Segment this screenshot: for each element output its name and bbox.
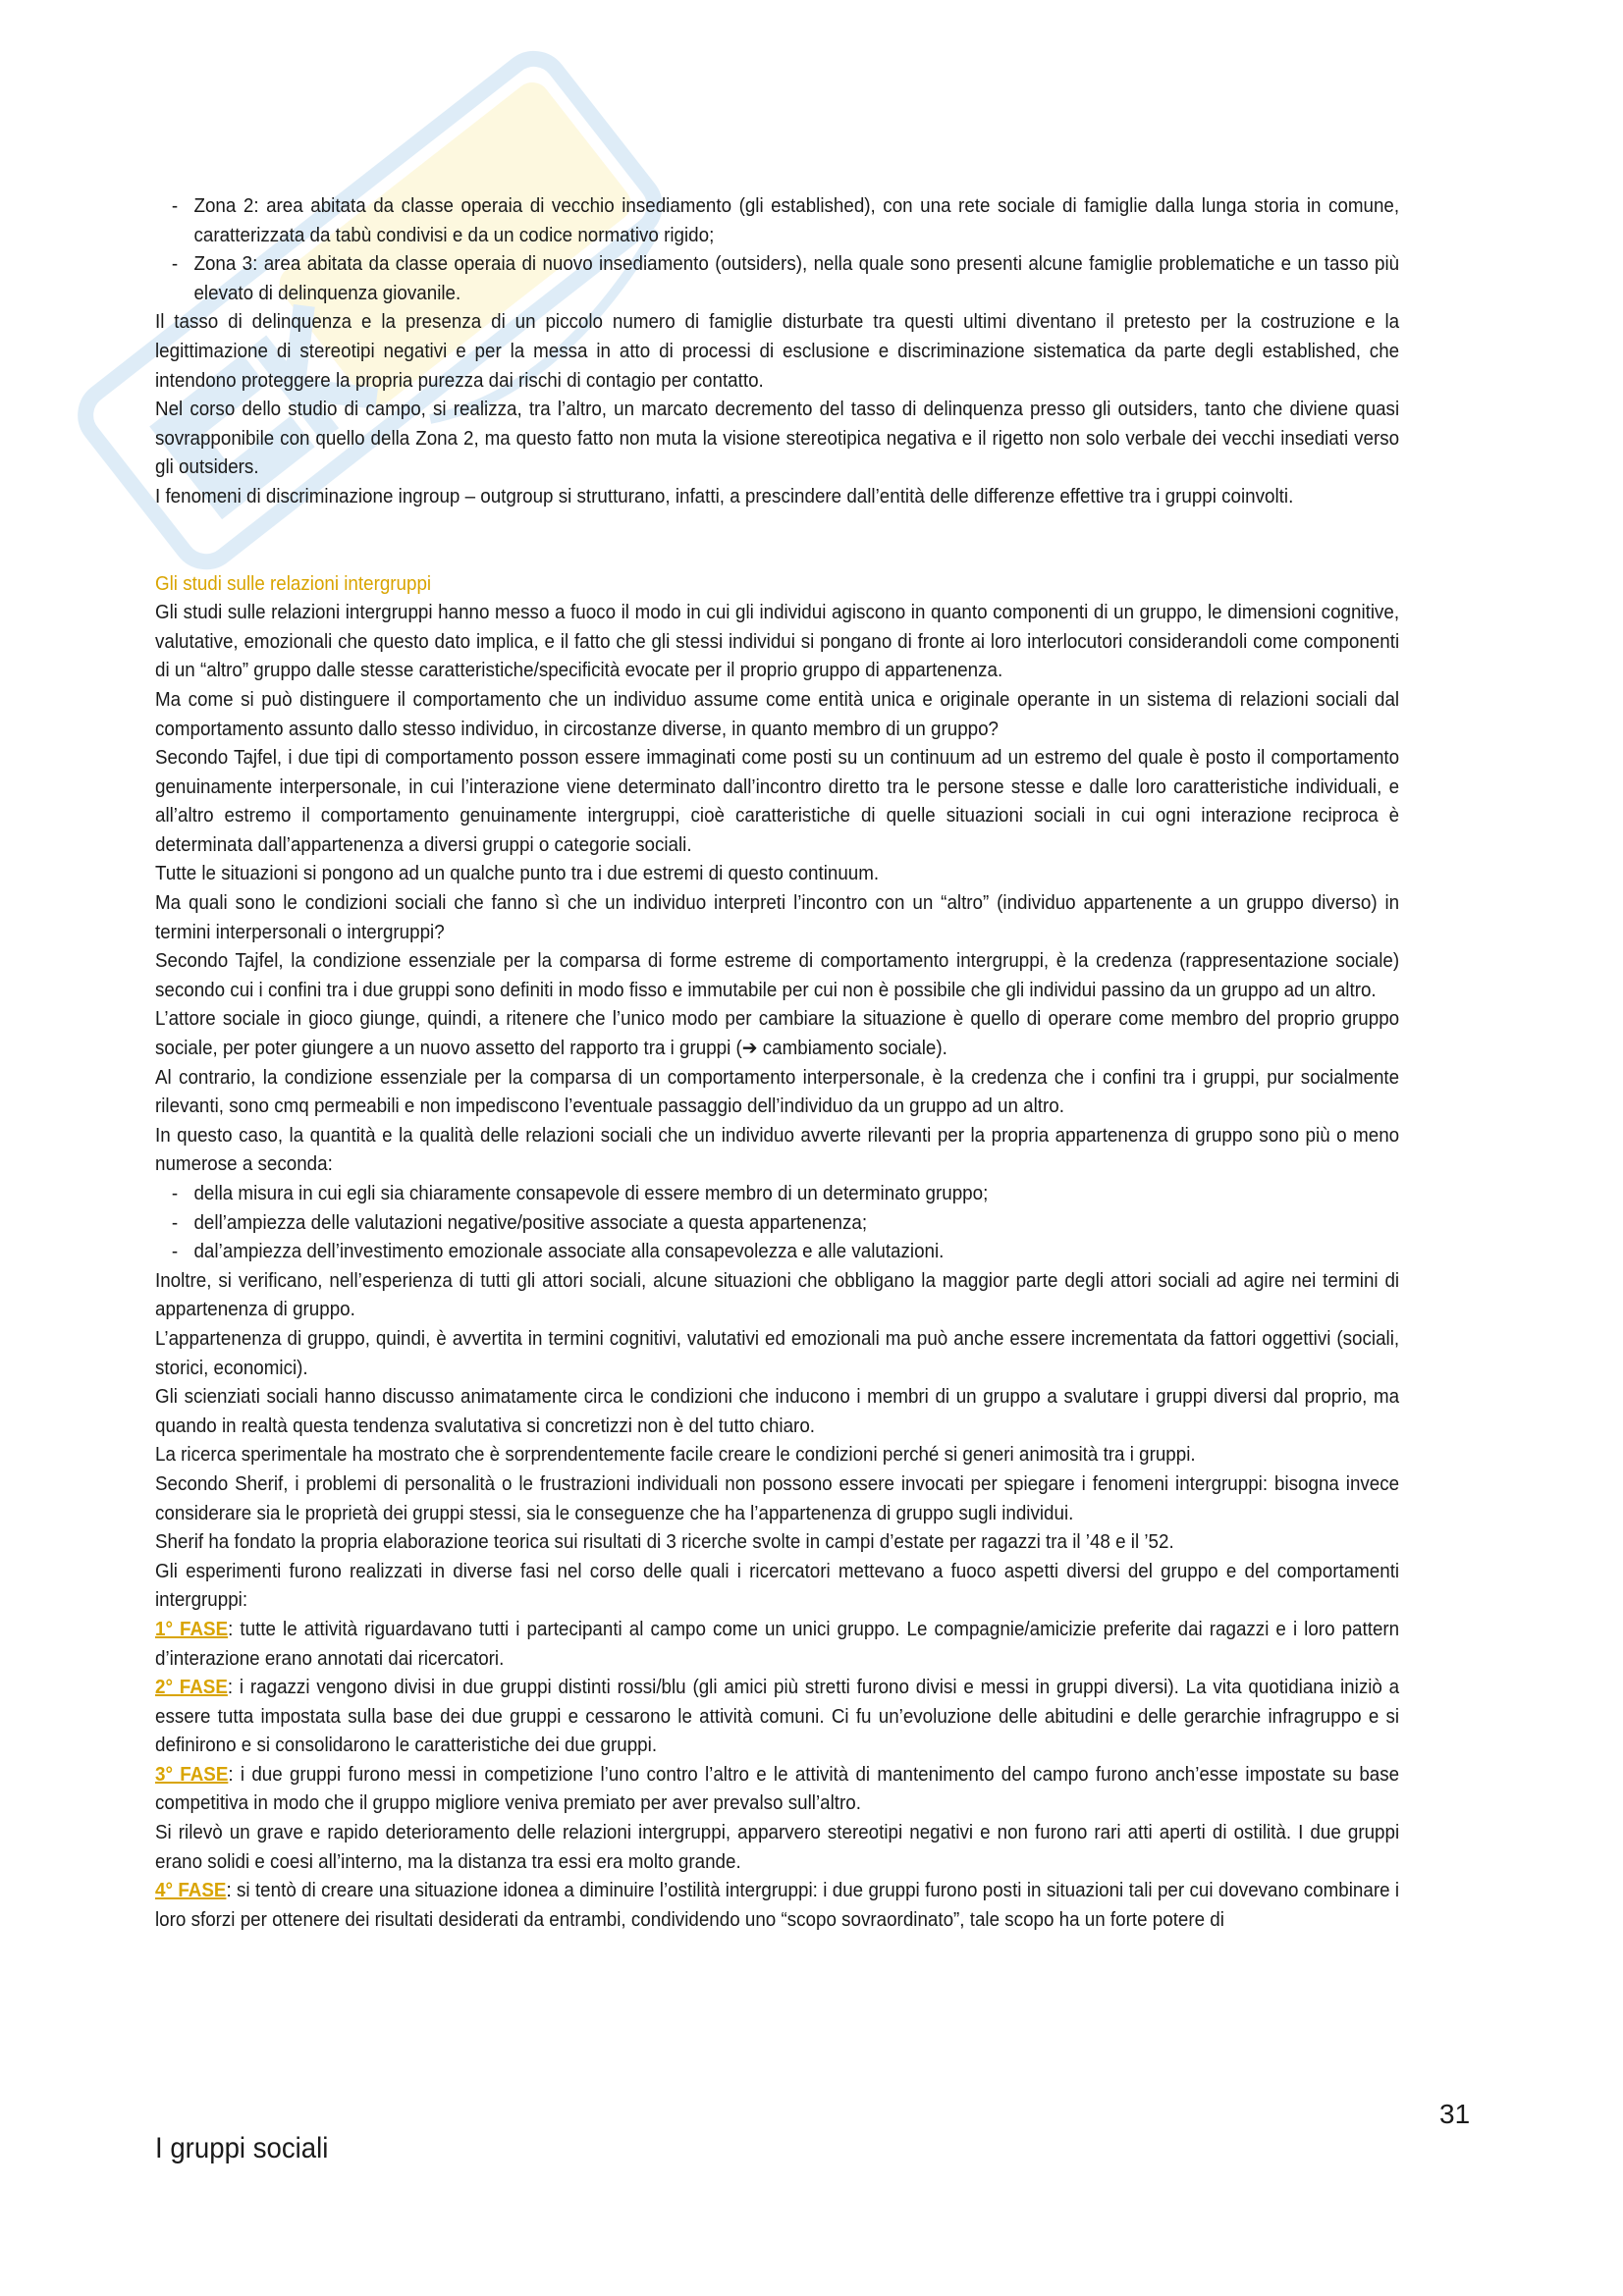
fase-text: : tutte le attività riguardavano tutti i partecipanti al campo come un unici gruppo. Le compagnie/amicizie preferite dai ragazzi e i loro pattern d’interazione erano annotati dai ricercatori. (155, 1618, 1400, 1670)
section-title: Gli studi sulle relazioni intergruppi (155, 572, 432, 595)
paragraph: Secondo Sherif, i problemi di personalità o le frustrazioni individuali non possono essere invocati per spiegare i fenomeni intergruppi: bisogna invece considerare sia le proprietà dei gruppi stessi, sia le conseguenze che ha l’appartenenza di gruppo sugli individui. (155, 1472, 1400, 1524)
fase-label: 3° FASE (155, 1763, 229, 1786)
paragraph: I fenomeni di discriminazione ingroup – outgroup si strutturano, infatti, a prescindere dall’entità delle differenze effettive tra i gruppi coinvolti. (155, 485, 1294, 507)
paragraph: In questo caso, la quantità e la qualità delle relazioni sociali che un individuo avverte rilevanti per la propria appartenenza di gruppo sono più o meno numerose a seconda: (155, 1124, 1400, 1176)
paragraph: Il tasso di delinquenza e la presenza di un piccolo numero di famiglie disturbate tra questi ultimi diventano il pretesto per la costruzione e la legittimazione di stereotipi negativi e per la messa in atto di processi di esclusione e discriminazione sistematica da parte degli established, che intendono proteggere la propria purezza dai rischi di contagio per contatto. (155, 311, 1400, 392)
footer-title: I gruppi sociali (155, 2132, 329, 2164)
fase-paragraph-1 (155, 1616, 1399, 1674)
fase-paragraph-4 (155, 1877, 1399, 1935)
fase-paragraph-3 (155, 1761, 1399, 1819)
page-number: 31 (1439, 2099, 1471, 2129)
paragraph: Gli studi sulle relazioni intergruppi hanno messo a fuoco il modo in cui gli individui agiscono in quanto componenti di un gruppo, le dimensioni cognitive, valutative, emozionali che questo dato implica, e il fatto che gli stessi individui si pongano di fronte ai loro interlocutori considerandoli come componenti di un “altro” gruppo dalle stesse caratteristiche/specificità evocate per il proprio gruppo di appartenenza. (155, 602, 1400, 682)
fase-label: 1° FASE (155, 1618, 229, 1640)
paragraph: Ma come si può distinguere il comportamento che un individuo assume come entità unica e originale operante in un sistema di relazioni sociali dal comportamento assunto dallo stesso individuo, in circostanze diverse, in quanto membro di un gruppo? (155, 688, 1400, 740)
fase-label: 2° FASE (155, 1677, 228, 1699)
section-spacer (155, 512, 1399, 570)
fase-label: 4° FASE (155, 1880, 227, 1902)
paragraph: L’attore sociale in gioco giunge, quindi, a ritenere che l’unico modo per cambiare la situazione è quello di operare come membro del proprio gruppo sociale, per poter giungere a un nuovo assetto del rapporto tra i gruppi (➔ cambiamento sociale). (155, 1008, 1400, 1060)
list-item: - dal’ampiezza dell’investimento emozionale associate alla consapevolezza e alle valutazioni. (155, 1238, 1399, 1267)
paragraph: Ma quali sono le condizioni sociali che fanno sì che un individuo interpreti l’incontro con un “altro” (individuo appartenente a un gruppo diverso) in termini interpersonali o intergruppi? (155, 892, 1400, 943)
paragraph: Gli scienziati sociali hanno discusso animatamente circa le condizioni che inducono i membri di un gruppo a svalutare i gruppi diversi dal proprio, ma quando in realtà questa tendenza svalutativa si concretizzi non è del tutto chiaro. (155, 1386, 1400, 1437)
fase-text: : i ragazzi vengono divisi in due gruppi distinti rossi/blu (gli amici più stretti furono divisi e messi in gruppi diversi). La vita quotidiana iniziò a essere tutta impostata sulla base dei due gruppi e cessarono le attività comuni. Ci fu un’evoluzione delle abitudini e delle gerarchie infragruppo e si definirono e si consolidarono le caratteristiche dei due gruppi. (155, 1677, 1400, 1757)
page-content (155, 192, 1399, 1935)
paragraph: Sherif ha fondato la propria elaborazione teorica sui risultati di 3 ricerche svolte in campi d’estate per ragazzi tra il ’48 e il ’52. (155, 1531, 1174, 1554)
paragraph: Si rilevò un grave e rapido deterioramento delle relazioni intergruppi, apparvero stereotipi negativi e non furono rari atti aperti di ostilità. I due gruppi erano solidi e coesi all’interno, ma la distanza tra essi era molto grande. (155, 1822, 1400, 1873)
criteria-list (155, 1180, 1399, 1267)
paragraph: Secondo Tajfel, la condizione essenziale per la comparsa di forme estreme di comportamento intergruppi, è la credenza (rappresentazione sociale) secondo cui i confini tra i due gruppi sono definiti in modo fisso e immutabile per cui non è possibile che gli individui passino da un gruppo ad un altro. (155, 950, 1400, 1001)
zone-list (155, 192, 1399, 308)
paragraph: Al contrario, la condizione essenziale per la comparsa di un comportamento interpersonale, è la credenza che i confini tra i gruppi, pur socialmente rilevanti, sono cmq permeabili e non impediscono l’eventuale passaggio dell’individuo da un gruppo ad un altro. (155, 1066, 1400, 1118)
fase-text: : i due gruppi furono messi in competizione l’uno contro l’altro e le attività di mantenimento del campo furono anch’esse impostate su base competitiva in modo che il gruppo migliore veniva premiato per aver prevalso sull’altro. (155, 1763, 1400, 1815)
paragraph: Secondo Tajfel, i due tipi di comportamento posson essere immaginati come posti su un continuum ad un estremo del quale è posto il comportamento genuinamente interpersonale, in cui l’interazione viene determinato dall’incontro diretto tra le persone stesse e dalle loro caratteristiche individuali, e all’altro estremo il comportamento genuinamente intergruppi, cioè caratteristiche di quelle situazioni sociali in cui ogni interazione reciproca è determinata dall’appartenenza a diversi gruppi o categorie sociali. (155, 747, 1400, 856)
paragraph: Inoltre, si verificano, nell’esperienza di tutti gli attori sociali, alcune situazioni che obbligano la maggior parte degli attori sociali ad agire nei termini di appartenenza di gruppo. (155, 1269, 1400, 1321)
paragraph: Gli esperimenti furono realizzati in diverse fasi nel corso delle quali i ricercatori mettevano a fuoco aspetti diversi del gruppo e del comportamenti intergruppi: (155, 1560, 1400, 1612)
list-item-zona3: - Zona 3: area abitata da classe operaia di nuovo insediamento (outsiders), nella quale sono presenti alcune famiglie problematiche e un tasso più elevato di delinquenza giovanile. (155, 250, 1399, 308)
list-item: - dell’ampiezza delle valutazioni negative/positive associate a questa appartenenza; (155, 1209, 1399, 1239)
fase-text: : si tentò di creare una situazione idonea a diminuire l’ostilità intergruppi: i due gruppi furono posti in situazioni tali per cui dovevano combinare i loro sforzi per ottenere dei risultati desiderati da entrambi, condividendo uno “scopo sovraordinato”, tale scopo ha un forte potere di (155, 1880, 1400, 1931)
paragraph: Nel corso dello studio di campo, si realizza, tra l’altro, un marcato decremento del tasso di delinquenza presso gli outsiders, tanto che diviene quasi sovrapponibile con quello della Zona 2, ma questo fatto non muta la visione stereotipica negativa e il rigetto non solo verbale dei vecchi insediati verso gli outsiders. (155, 399, 1400, 479)
paragraph: L’appartenenza di gruppo, quindi, è avvertita in termini cognitivi, valutativi ed emozionali ma può anche essere incrementata da fattori oggettivi (sociali, storici, economici). (155, 1327, 1400, 1379)
list-item-zona2: - Zona 2: area abitata da classe operaia di vecchio insediamento (gli established), con una rete sociale di famiglie dalla lunga storia in comune, caratterizzata da tabù condivisi e da un codice normativo rigido; (155, 192, 1399, 250)
paragraph: La ricerca sperimentale ha mostrato che è sorprendentemente facile creare le condizioni perché si generi animosità tra i gruppi. (155, 1444, 1196, 1467)
list-item: - della misura in cui egli sia chiaramente consapevole di essere membro di un determinato gruppo; (155, 1180, 1399, 1209)
fase-paragraph-2 (155, 1674, 1399, 1761)
paragraph: Tutte le situazioni si pongono ad un qualche punto tra i due estremi di questo continuum. (155, 863, 880, 885)
